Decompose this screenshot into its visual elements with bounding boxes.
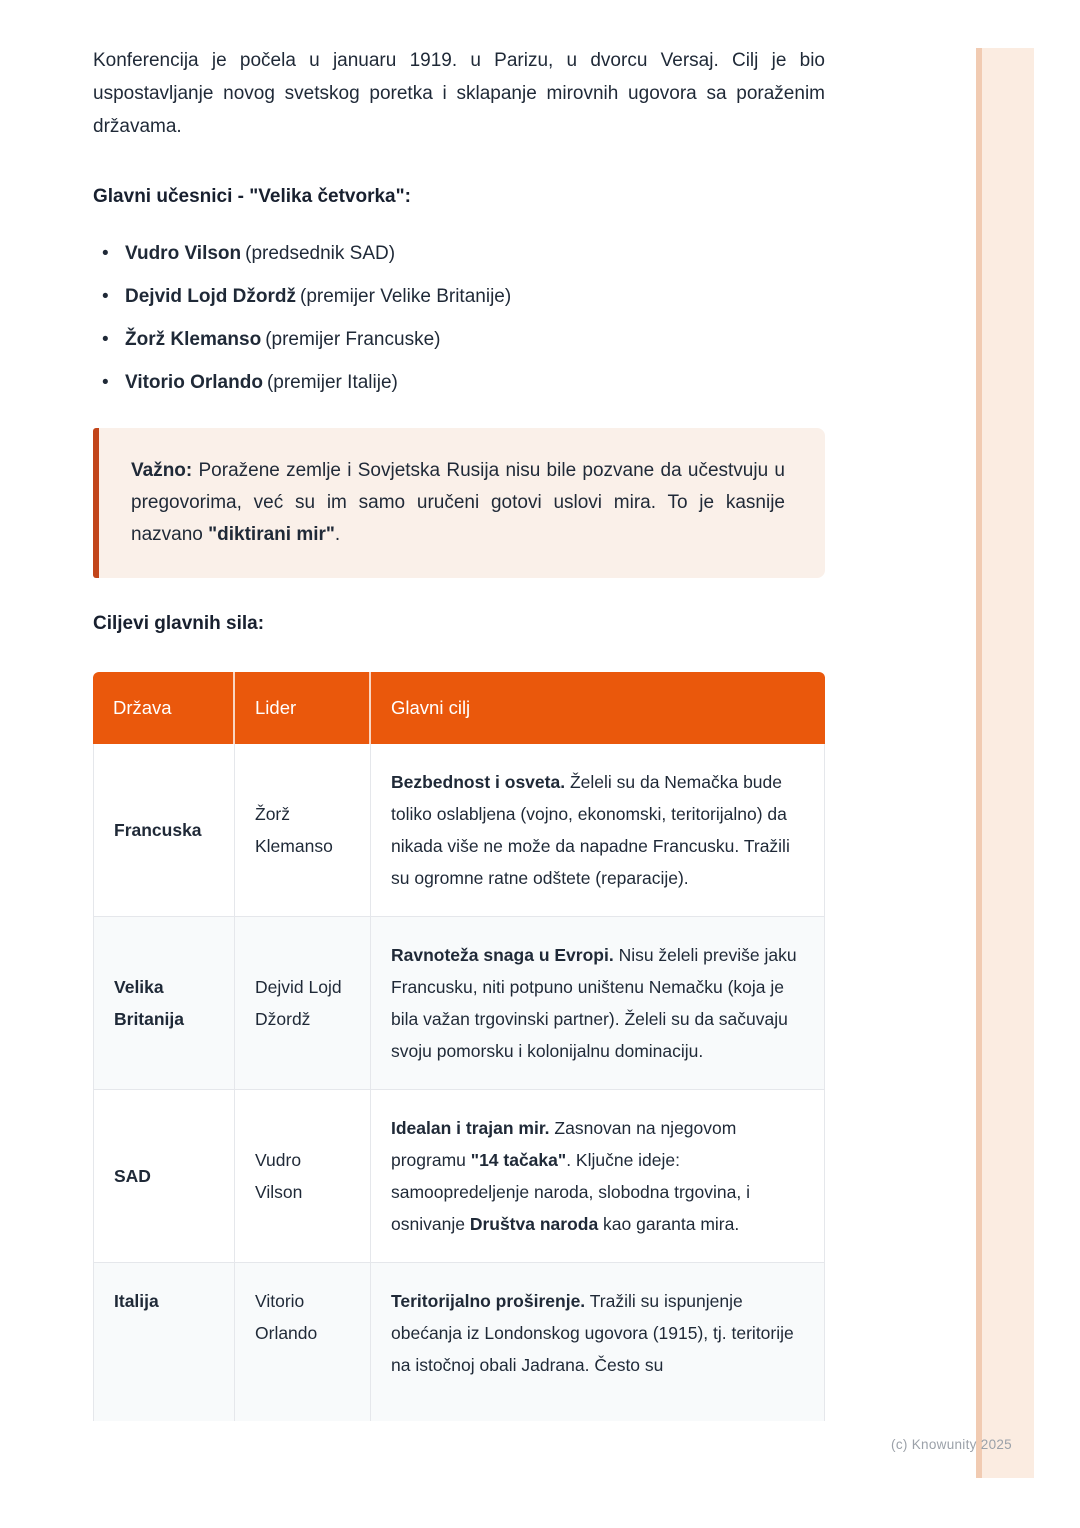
participants-list: [93, 239, 825, 398]
callout-text: Važno: Poražene zemlje i Sovjetska Rusija nisu bile pozvane da učestvuju u pregovorima, već su im samo uručeni gotovi uslovi mira. To je kasnije nazvano "diktirani mir".: [131, 460, 785, 545]
watermark: (c) Knowunity 2025: [891, 1437, 1012, 1452]
decorative-stripe: [976, 48, 1034, 1478]
participant-role: (premijer Velike Britanije): [300, 286, 512, 307]
col-header-glavni-cilj: Glavni cilj: [371, 672, 825, 744]
goal-cell: Idealan i trajan mir. Zasnovan na njegovom programu "14 tačaka". Ključne ideje: samoopredeljenje naroda, slobodna trgovina, i osnivanje Društva naroda kao garanta mira.: [371, 1090, 825, 1263]
table-row: [93, 744, 825, 917]
participant-name: Vudro Vilson: [125, 243, 242, 264]
list-item: [93, 325, 825, 355]
table-row: [93, 917, 825, 1090]
goal-cell: Ravnoteža snaga u Evropi. Nisu želeli previše jaku Francusku, niti potpuno uništenu Nemačku (koja je bila važan trgovinski partner). Želeli su da sačuvaju svoju pomorsku i kolonijalnu dominaciju.: [371, 917, 825, 1090]
leader-cell: Dejvid Lojd Džordž: [235, 917, 371, 1090]
leader-cell: Vudro Vilson: [235, 1090, 371, 1263]
country-cell: Velika Britanija: [93, 917, 235, 1090]
participant-name: Dejvid Lojd Džordž: [125, 286, 296, 307]
goal-cell: Teritorijalno proširenje. Tražili su ispunjenje obećanja iz Londonskog ugovora (1915), tj. teritorije na istočnoj obali Jadrana. Često su: [371, 1263, 825, 1421]
participant-role: (premijer Francuske): [265, 329, 441, 350]
country-cell: Italija: [93, 1263, 235, 1421]
col-header-lider: Lider: [235, 672, 371, 744]
list-item: [93, 282, 825, 312]
leader-cell: Žorž Klemanso: [235, 744, 371, 917]
participant-role: (predsednik SAD): [245, 243, 396, 264]
participant-name: Žorž Klemanso: [125, 329, 262, 350]
goals-heading: Ciljevi glavnih sila:: [93, 613, 265, 634]
country-cell: Francuska: [93, 744, 235, 917]
list-item: [93, 239, 825, 269]
participant-role: (premijer Italije): [266, 372, 398, 393]
intro-paragraph: Konferencija je počela u januaru 1919. u Parizu, u dvorcu Versaj. Cilj je bio uspostavljanje novog svetskog poretka i sklapanje mirovnih ugovora sa poraženim državama.: [93, 50, 825, 137]
participants-heading: Glavni učesnici - "Velika četvorka":: [93, 186, 411, 207]
important-callout: [93, 428, 825, 578]
table-row: [93, 1263, 825, 1421]
leader-cell: Vitorio Orlando: [235, 1263, 371, 1421]
list-item: [93, 368, 825, 398]
table-header-row: [93, 672, 825, 744]
participant-name: Vitorio Orlando: [125, 372, 263, 393]
table-row: [93, 1090, 825, 1263]
goals-table: [93, 672, 825, 1421]
country-cell: SAD: [93, 1090, 235, 1263]
col-header-drzava: Država: [93, 672, 235, 744]
document-content: [93, 44, 825, 1421]
goal-cell: Bezbednost i osveta. Želeli su da Nemačka bude toliko oslabljena (vojno, ekonomski, teritorijalno) da nikada više ne može da napadne Francusku. Tražili su ogromne ratne odštete (reparacije).: [371, 744, 825, 917]
